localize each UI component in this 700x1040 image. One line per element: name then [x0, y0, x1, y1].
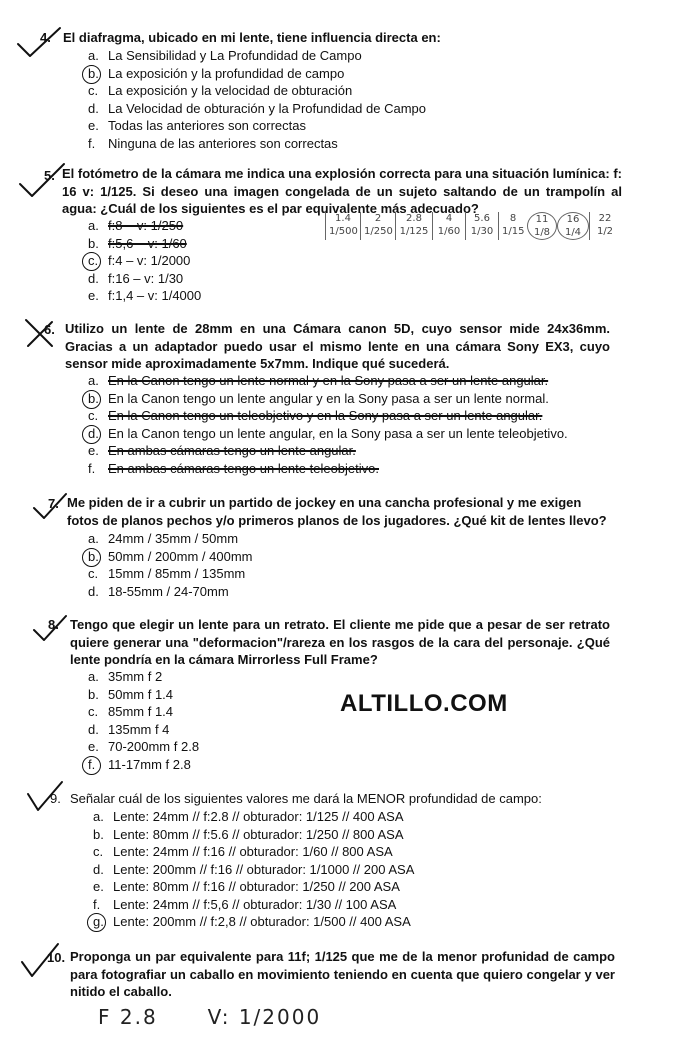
option-f[interactable]: f. Ninguna de las anteriores son correctas [88, 135, 338, 151]
scale-cell: 4 1/60 [432, 212, 465, 240]
options-list [93, 808, 414, 931]
option-f[interactable]: f. En ambas cámaras tengo un lente teleobjetivo. [88, 460, 380, 476]
circled-answer-mark [82, 425, 101, 444]
circled-answer-mark [82, 548, 101, 567]
handwritten-answer [98, 1005, 371, 1029]
option-b[interactable]: b. La exposición y la profundidad de campo [88, 65, 426, 83]
question-number: 4. [40, 30, 51, 45]
option-g[interactable]: g. Lente: 200mm // f:2,8 // obturador: 1/500 // 400 ASA [93, 913, 414, 931]
circled-answer-mark [82, 65, 101, 84]
option-a[interactable]: a. La Sensibilidad y La Profundidad de Campo [88, 48, 362, 63]
option-c[interactable]: c. f:4 – v: 1/2000 [88, 252, 201, 270]
checkmark-icon [14, 24, 64, 60]
question-text: Me piden de ir a cubrir un partido de jockey en una cancha profesional y me exigen fotos de planos pechos y/o primeros planos de los jugadores. ¿Qué kit de lentes llevo? [67, 495, 607, 528]
question-number: 6. [44, 322, 55, 337]
option-f[interactable]: f. 11-17mm f 2.8 [88, 756, 199, 774]
question-text: Tengo que elegir un lente para un retrato. El cliente me pide que a pesar de ser retrato quiere generar una "deformacion"/rareza en los rasgos de la cara del personaje. ¿Qué lente pondría en la cámara Mirrorless Full Frame? [70, 617, 610, 667]
scale-cell: 2.8 1/125 [395, 212, 432, 240]
question-text: Proponga un par equivalente para 11f; 1/125 que me de la menor profunidad de campo para fotografiar un caballo en movimiento teniendo en cuenta que quiero congelar y ver nitido el caballo. [70, 949, 615, 999]
circled-answer-mark [82, 252, 101, 271]
option-a[interactable]: a. Lente: 24mm // f:2.8 // obturador: 1/125 // 400 ASA [93, 809, 404, 824]
answer-aperture: F 2.8 [98, 1005, 158, 1029]
answer-shutter: V: 1/2000 [207, 1005, 322, 1029]
option-d[interactable]: d. La Velocidad de obturación y la Profundidad de Campo [88, 100, 426, 116]
question-number: 9. [50, 791, 61, 806]
option-f[interactable]: f. Lente: 24mm // f:5,6 // obturador: 1/30 // 100 ASA [93, 896, 397, 912]
option-c[interactable]: c. 15mm / 85mm / 135mm [88, 566, 246, 581]
option-d[interactable]: d. Lente: 200mm // f:16 // obturador: 1/1000 // 200 ASA [93, 861, 415, 877]
scale-cell: 16 1/4 [557, 212, 589, 240]
option-e[interactable]: e. Todas las anteriores son correctas [88, 118, 306, 133]
scale-cell: 1.4 1/500 [325, 212, 360, 240]
option-b[interactable]: b. 50mm f 1.4 [88, 686, 174, 702]
option-c[interactable]: c. La exposición y la velocidad de obturación [88, 83, 353, 98]
options-list [88, 668, 199, 773]
option-e[interactable]: e. 70-200mm f 2.8 [88, 739, 200, 754]
option-c[interactable]: c. Lente: 24mm // f:16 // obturador: 1/60 // 800 ASA [93, 844, 393, 859]
option-d[interactable]: d. En la Canon tengo un lente angular, en la Sony pasa a ser un lente teleobjetivo. [88, 425, 568, 443]
options-list [88, 372, 568, 477]
option-d[interactable]: d. 135mm f 4 [88, 721, 170, 737]
scale-cell: 11 1/8 [527, 212, 557, 240]
option-a[interactable]: a. f:8 – v: 1/250 [88, 218, 184, 233]
options-list [88, 530, 253, 600]
scale-cell: 5.6 1/30 [465, 212, 498, 240]
scale-cell: 2 1/250 [360, 212, 395, 240]
watermark: ALTILLO.COM [340, 690, 508, 717]
question-text: El fotómetro de la cámara me indica una explosión correcta para una situación lumínica: f: 16 v: 1/125. Si deseo una imagen congelada de un sujeto saltando de un trampolín al agua: ¿Cuál de los siguientes es el par equivalente más adecuado? [62, 166, 622, 216]
option-b[interactable]: b. Lente: 80mm // f:5.6 // obturador: 1/250 // 800 ASA [93, 826, 404, 842]
option-a[interactable]: a. En la Canon tengo un lente normal y en la Sony pasa a ser un lente angular. [88, 373, 549, 388]
option-b[interactable]: b. En la Canon tengo un lente angular y en la Sony pasa a ser un lente normal. [88, 390, 568, 408]
question-text: Utilizo un lente de 28mm en una Cámara canon 5D, cuyo sensor mide 24x36mm. Gracias a un adaptador puedo usar el mismo lente en una cámara Sony EX3, cuyo sensor mide aproximadamente 5x7mm. Indique qué sucederá. [65, 321, 610, 371]
options-list [88, 47, 426, 152]
question-number: 7. [48, 496, 59, 511]
question-text: Señalar cuál de los siguientes valores me dará la MENOR profundidad de campo: [70, 791, 542, 806]
option-c[interactable]: c. En la Canon tengo un teleobjetivo y en la Sony pasa a ser un lente angular. [88, 408, 543, 423]
option-a[interactable]: a. 35mm f 2 [88, 669, 163, 684]
circled-answer-mark [87, 913, 106, 932]
option-a[interactable]: a. 24mm / 35mm / 50mm [88, 531, 239, 546]
scale-cell: 8 1/15 [498, 212, 527, 240]
options-list [88, 217, 201, 305]
question-number: 8. [48, 617, 59, 632]
scale-cell: 22 1/2 [589, 212, 620, 240]
question-text: El diafragma, ubicado en mi lente, tiene influencia directa en: [63, 30, 441, 45]
option-d[interactable]: d. f:16 – v: 1/30 [88, 270, 184, 286]
option-e[interactable]: e. En ambas cámaras tengo un lente angular. [88, 443, 356, 458]
option-b[interactable]: b. 50mm / 200mm / 400mm [88, 548, 253, 566]
option-c[interactable]: c. 85mm f 1.4 [88, 704, 174, 719]
question-number: 5. [44, 168, 55, 183]
option-e[interactable]: e. f:1,4 – v: 1/4000 [88, 288, 202, 303]
option-b[interactable]: b. f:5,6 – v: 1/60 [88, 235, 187, 251]
question-number: 10. [47, 950, 66, 965]
circled-answer-mark [82, 390, 101, 409]
handwritten-exposure-scale [325, 212, 620, 240]
option-d[interactable]: d. 18-55mm / 24-70mm [88, 583, 229, 599]
circled-answer-mark [82, 756, 101, 775]
checkmark-icon [16, 160, 68, 200]
option-e[interactable]: e. Lente: 80mm // f:16 // obturador: 1/250 // 200 ASA [93, 879, 400, 894]
